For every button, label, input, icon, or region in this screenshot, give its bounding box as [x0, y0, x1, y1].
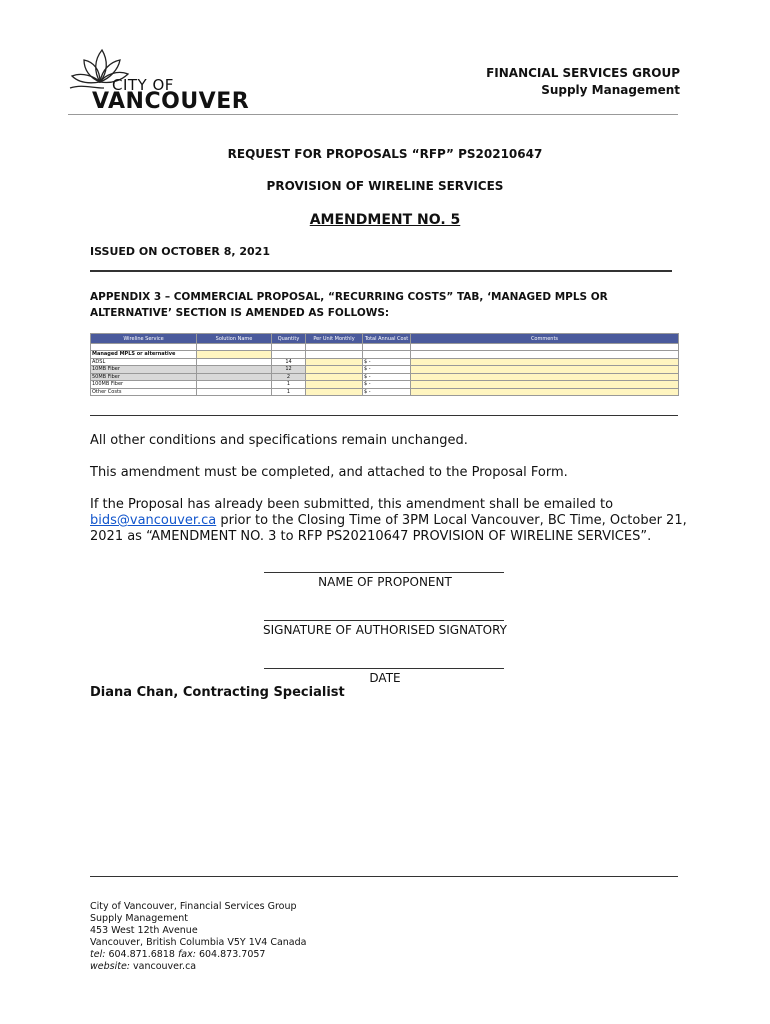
header-divider	[68, 114, 678, 115]
table-header-row	[91, 334, 679, 344]
header-department: Supply Management	[541, 83, 680, 97]
quantity-cell: 12	[272, 366, 306, 374]
total-cell: $ -	[363, 373, 411, 381]
quantity-cell: 2	[272, 373, 306, 381]
footer-web: vancouver.ca	[130, 961, 197, 972]
table-row	[91, 358, 679, 366]
amendment-title: AMENDMENT NO. 5	[309, 212, 461, 228]
comments-cell[interactable]	[411, 366, 679, 374]
paragraph-completion: This amendment must be completed, and attached to the Proposal Form.	[90, 465, 568, 480]
name-signature-line	[264, 572, 504, 573]
total-cell: $ -	[363, 358, 411, 366]
footer-divider	[90, 876, 678, 877]
per-unit-cell[interactable]	[306, 366, 363, 374]
paragraph-submission-line1: If the Proposal has already been submitted, this amendment shall be emailed to	[90, 497, 614, 512]
issued-date: ISSUED ON OCTOBER 8, 2021	[90, 245, 270, 258]
date-label: DATE	[369, 671, 401, 685]
service-cell: 100MB Fiber	[91, 381, 197, 389]
per-unit-cell[interactable]	[306, 358, 363, 366]
appendix-heading: APPENDIX 3 – COMMERCIAL PROPOSAL, “RECURRING COSTS” TAB, ‘MANAGED MPLS OR ALTERNATIVE’ SECTION IS AMENDED AS FOLLOWS:	[90, 291, 608, 319]
table-row	[91, 381, 679, 389]
signer-name: Diana Chan, Contracting Specialist	[90, 685, 345, 700]
col-header-per-unit: Per Unit Monthly	[306, 334, 363, 344]
quantity-cell: 14	[272, 358, 306, 366]
comments-cell[interactable]	[411, 358, 679, 366]
paragraph-submission-line3: 2021 as “AMENDMENT NO. 3 to RFP PS20210647 PROVISION OF WIRELINE SERVICES”.	[90, 529, 652, 544]
signatory-label: SIGNATURE OF AUTHORISED SIGNATORY	[262, 623, 508, 637]
comments-cell[interactable]	[411, 381, 679, 389]
footer-line4: Vancouver, British Columbia V5Y 1V4 Canada	[90, 937, 307, 948]
col-header-total: Total Annual Cost	[363, 334, 411, 344]
total-cell: $ -	[363, 381, 411, 389]
name-of-proponent-label: NAME OF PROPONENT	[318, 575, 452, 589]
paragraph-submission-line2	[90, 513, 687, 528]
footer-line2: Supply Management	[90, 913, 188, 924]
col-header-solution: Solution Name	[197, 334, 272, 344]
col-header-comments: Comments	[411, 334, 679, 344]
total-cell: $ -	[363, 388, 411, 396]
quantity-cell: 1	[272, 388, 306, 396]
rfp-title: REQUEST FOR PROPOSALS “RFP” PS20210647	[227, 147, 543, 161]
provision-title: PROVISION OF WIRELINE SERVICES	[266, 179, 504, 193]
paragraph-conditions: All other conditions and specifications remain unchanged.	[90, 433, 468, 448]
commercial-proposal-table	[90, 333, 679, 396]
total-cell: $ -	[363, 366, 411, 374]
per-unit-cell[interactable]	[306, 381, 363, 389]
footer-address	[90, 901, 306, 973]
col-header-service: Wireline Service	[91, 334, 197, 344]
comments-cell[interactable]	[411, 388, 679, 396]
logo-vancouver: VANCOUVER	[92, 89, 250, 114]
logo-city-of: CITY OF	[112, 76, 174, 94]
footer-tel: 604.871.6818	[105, 949, 178, 960]
service-cell: 50MB Fiber	[91, 373, 197, 381]
table-divider	[90, 415, 678, 416]
solution-name-cell[interactable]	[197, 351, 272, 359]
footer-tel-label: tel:	[90, 949, 106, 960]
footer-line1: City of Vancouver, Financial Services Group	[90, 901, 297, 912]
footer-web-label: website:	[90, 961, 131, 972]
bids-email-link[interactable]: bids@vancouver.ca	[90, 513, 217, 528]
comments-cell[interactable]	[411, 373, 679, 381]
header-group: FINANCIAL SERVICES GROUP	[486, 66, 680, 80]
col-header-quantity: Quantity	[272, 334, 306, 344]
footer-fax-label: fax:	[177, 949, 196, 960]
footer-line3: 453 West 12th Avenue	[90, 925, 198, 936]
footer-website	[90, 961, 306, 973]
table-row	[91, 388, 679, 396]
paragraph-submission-mid: prior to the Closing Time of 3PM Local Vancouver, BC Time, October 21,	[216, 513, 687, 528]
service-cell: 10MB Fiber	[91, 366, 197, 374]
footer-contact	[90, 949, 306, 961]
table-row	[91, 373, 679, 381]
footer-fax: 604.873.7057	[195, 949, 266, 960]
per-unit-cell[interactable]	[306, 388, 363, 396]
date-signature-line	[264, 668, 504, 669]
table-row	[91, 366, 679, 374]
signatory-signature-line	[264, 620, 504, 621]
service-cell: ADSL	[91, 358, 197, 366]
per-unit-cell[interactable]	[306, 373, 363, 381]
issued-divider	[90, 270, 672, 272]
section-label: Managed MPLS or alternative	[91, 351, 197, 359]
service-cell: Other Costs	[91, 388, 197, 396]
table-blank-row	[91, 344, 679, 351]
quantity-cell: 1	[272, 381, 306, 389]
table-section-row	[91, 351, 679, 359]
